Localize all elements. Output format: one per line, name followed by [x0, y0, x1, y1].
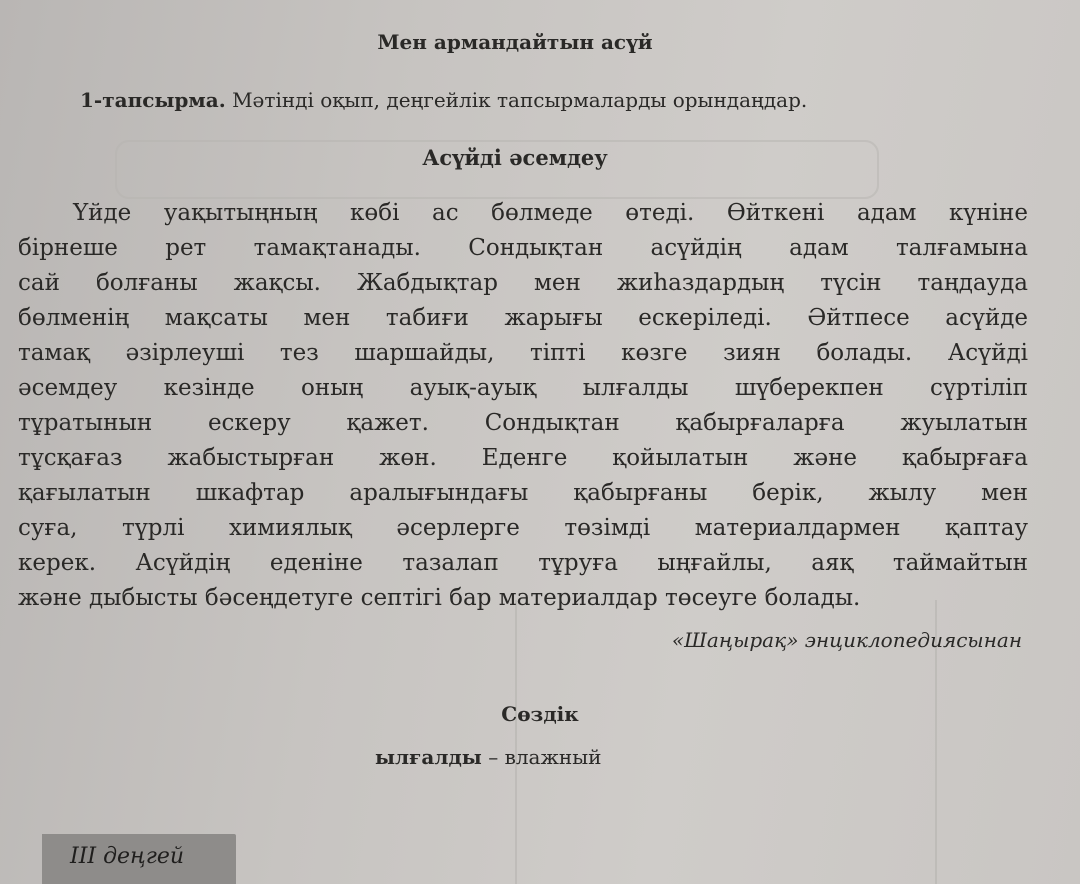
dictionary-heading: Сөздік: [501, 702, 579, 726]
paragraph-line: тұсқағаз жабыстырған жөн. Еденге қойылатын және қабырғаға: [18, 445, 1028, 471]
dictionary-word: ылғалды: [375, 745, 482, 769]
task-label: 1-тапсырма.: [80, 88, 226, 112]
source-citation: «Шаңырақ» энциклопедиясынан: [671, 628, 1022, 652]
paragraph-line: Үйде уақытыңның көбі ас бөлмеде өтеді. Өйткені адам күніне: [73, 200, 1028, 226]
text-heading: Асүйді әсемдеу: [422, 145, 608, 170]
paragraph-line: керек. Асүйдің еденіне тазалап тұруға ыңғайлы, аяқ таймайтын: [18, 550, 1028, 576]
dictionary-entry: [375, 745, 601, 769]
paragraph-line: суға, түрлі химиялық әсерлерге төзімді материалдармен қаптау: [18, 515, 1028, 541]
page-title: Мен армандайтын асүй: [377, 30, 653, 54]
level-tab: [42, 834, 236, 884]
paragraph-line: және дыбысты бәсеңдетуге септігі бар материалдар төсеуге болады.: [18, 585, 861, 611]
paragraph-line: сай болғаны жақсы. Жабдықтар мен жиһаздардың түсін таңдауда: [18, 270, 1028, 296]
task-text: Мәтінді оқып, деңгейлік тапсырмаларды орындаңдар.: [232, 88, 808, 112]
paragraph-line: бөлменің мақсаты мен табиғи жарығы ескеріледі. Әйтпесе асүйде: [18, 305, 1028, 331]
paragraph-line: әсемдеу кезінде оның ауық-ауық ылғалды шүберекпен сүртіліп: [18, 375, 1028, 401]
paragraph-line: қағылатын шкафтар аралығындағы қабырғаны берік, жылу мен: [18, 480, 1028, 506]
level-tab-label: III деңгей: [70, 844, 185, 869]
paragraph-line: тұратынын ескеру қажет. Сондықтан қабырғаларға жуылатын: [18, 410, 1028, 436]
paragraph-line: бірнеше рет тамақтанады. Сондықтан асүйдің адам талғамына: [18, 235, 1028, 261]
main-paragraph: [18, 196, 1028, 616]
task-instruction: [80, 88, 807, 112]
dictionary-dash: –: [488, 745, 499, 769]
dictionary-translation: влажный: [504, 745, 602, 769]
bleed-through-rule: [515, 600, 517, 884]
paragraph-line: тамақ әзірлеуші тез шаршайды, тіпті көзге зиян болады. Асүйді: [18, 340, 1028, 366]
